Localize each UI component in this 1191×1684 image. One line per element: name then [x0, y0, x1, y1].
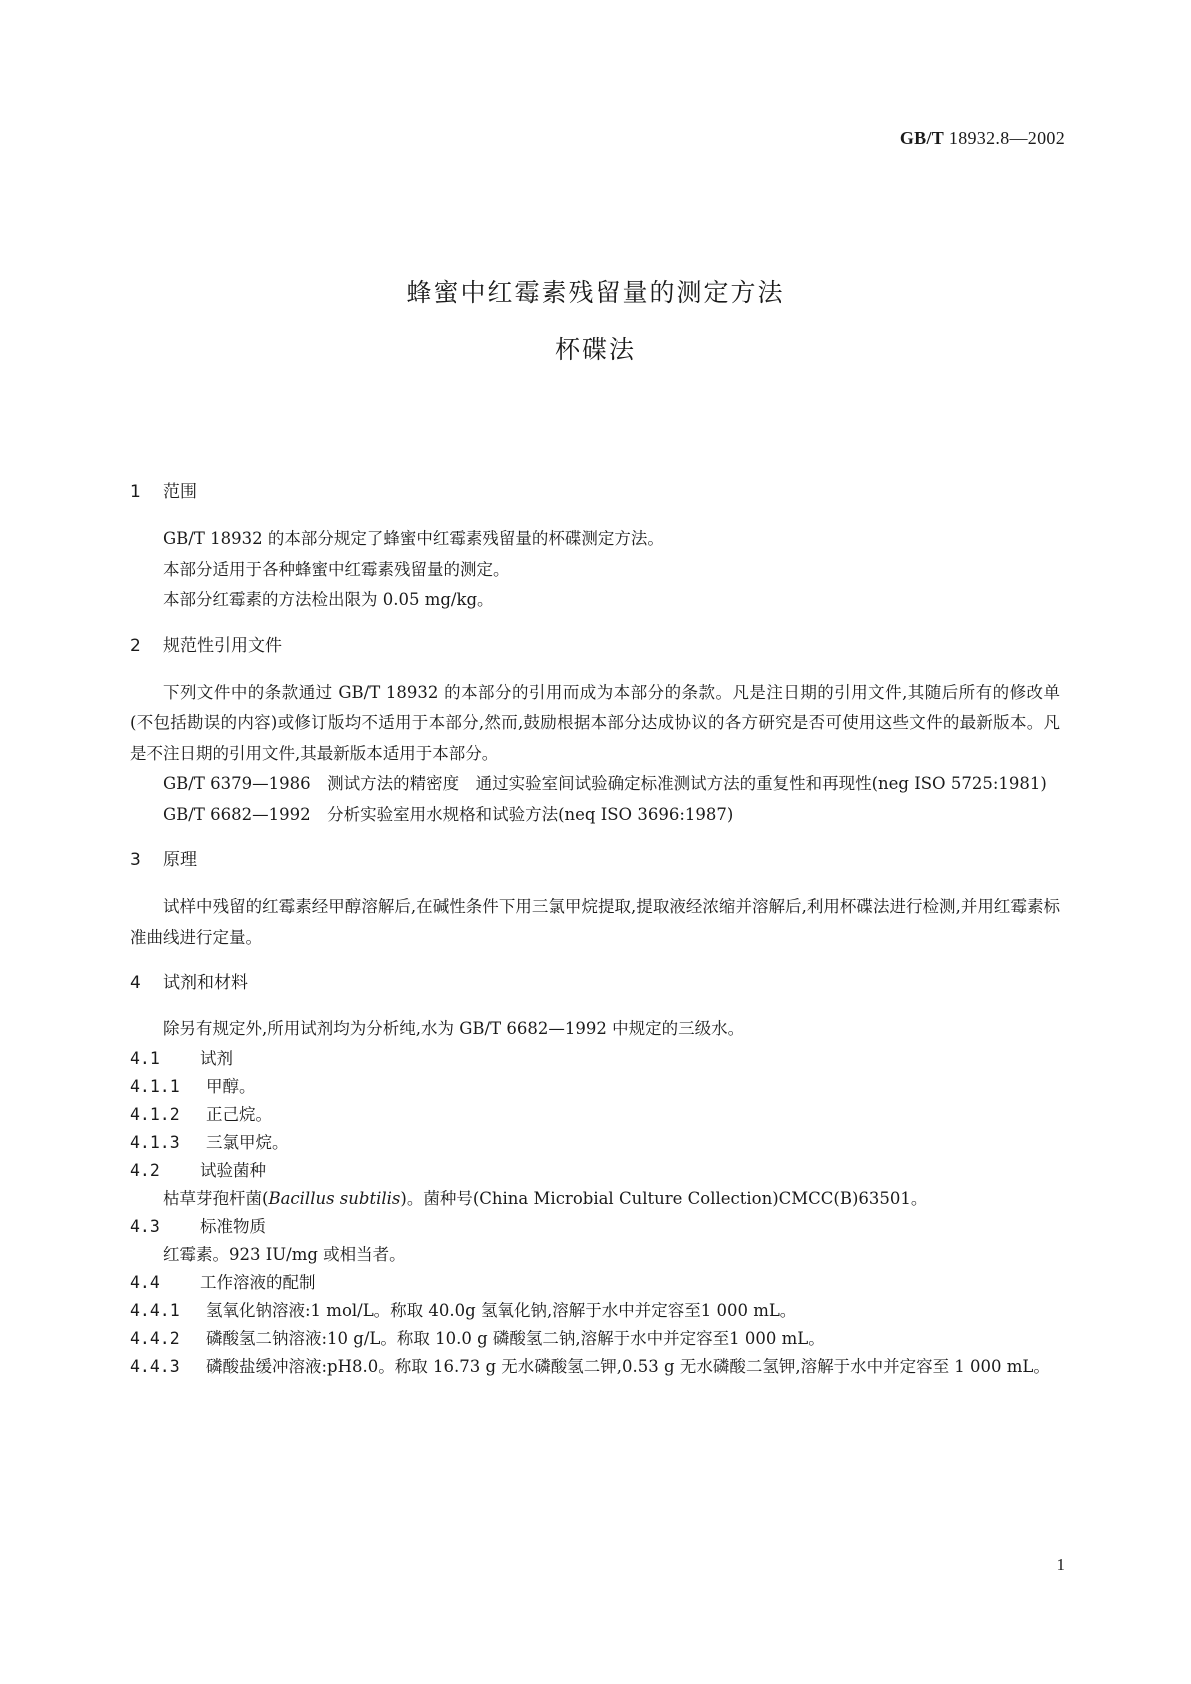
document-title: 蜂蜜中红霉素残留量的测定方法 [406, 278, 785, 307]
reference-item: GB/T 6379—1986 测试方法的精密度 通过实验室间试验确定标准测试方法的重复性和再现性(neg ISO 5725:1981) [163, 774, 1047, 793]
section-heading-references: 2 规范性引用文件 [130, 635, 282, 656]
section-heading-principle: 3 原理 [130, 850, 197, 870]
paragraph: 红霉素。923 IU/mg 或相当者。 [163, 1245, 406, 1264]
section-heading-scope: 1 范围 [130, 482, 197, 502]
subsection-heading: 4.3 标准物质 [130, 1217, 266, 1236]
list-item: 4.4.2 磷酸氢二钠溶液:10 g/L。称取 10.0 g 磷酸氢二钠,溶解于水中并定容至1 000 mL。 [130, 1329, 825, 1348]
paragraph: 本部分适用于各种蜂蜜中红霉素残留量的测定。 [163, 559, 510, 579]
list-item: 4.1.2 正己烷。 [130, 1105, 272, 1124]
document-body [130, 480, 1060, 1381]
list-item: 4.1.1 甲醇。 [130, 1077, 256, 1096]
subsection-heading: 4.1 试剂 [130, 1049, 233, 1068]
subsection-heading: 4.2 试验菌种 [130, 1161, 266, 1180]
paragraph: 本部分红霉素的方法检出限为 0.05 mg/kg。 [163, 590, 494, 609]
strain-description: 枯草芽孢杆菌(Bacillus subtilis)。菌种号(China Microbial Culture Collection)CMCC(B)63501。 [163, 1189, 928, 1208]
document-subtitle: 杯碟法 [554, 335, 636, 364]
section-heading-reagents: 4 试剂和材料 [130, 973, 248, 993]
paragraph: 除另有规定外,所用试剂均为分析纯,水为 GB/T 6682—1992 中规定的三级水。 [163, 1019, 745, 1038]
subsection-heading: 4.4 工作溶液的配制 [130, 1273, 316, 1292]
list-item: 4.1.3 三氯甲烷。 [130, 1133, 289, 1152]
paragraph: 下列文件中的条款通过 GB/T 18932 的本部分的引用而成为本部分的条款。凡是注日期的引用文件,其随后所有的修改单(不包括勘误的内容)或修订版均不适用于本部分,然而,鼓励根据本部分达成协议的各方研究是否可使用这些文件的最新版本。凡是不注日期的引用文件,其最新版本适用于本部分。 [130, 682, 1060, 763]
page-number: 1 [1056, 1555, 1065, 1574]
standard-code: GB/T 18932.8—2002 [899, 128, 1065, 148]
list-item: 4.4.1 氢氧化钠溶液:1 mol/L。称取 40.0g 氢氧化钠,溶解于水中并定容至1 000 mL。 [130, 1301, 797, 1320]
reference-item: GB/T 6682—1992 分析实验室用水规格和试验方法(neq ISO 3696:1987) [163, 804, 734, 824]
paragraph: GB/T 18932 的本部分规定了蜂蜜中红霉素残留量的杯碟测定方法。 [163, 529, 664, 548]
paragraph: 试样中残留的红霉素经甲醇溶解后,在碱性条件下用三氯甲烷提取,提取液经浓缩并溶解后,利用杯碟法进行检测,并用红霉素标准曲线进行定量。 [130, 897, 1060, 947]
list-item: 4.4.3 磷酸盐缓冲溶液:pH8.0。称取 16.73 g 无水磷酸氢二钾,0.53 g 无水磷酸二氢钾,溶解于水中并定容至 1 000 mL。 [130, 1357, 1050, 1376]
